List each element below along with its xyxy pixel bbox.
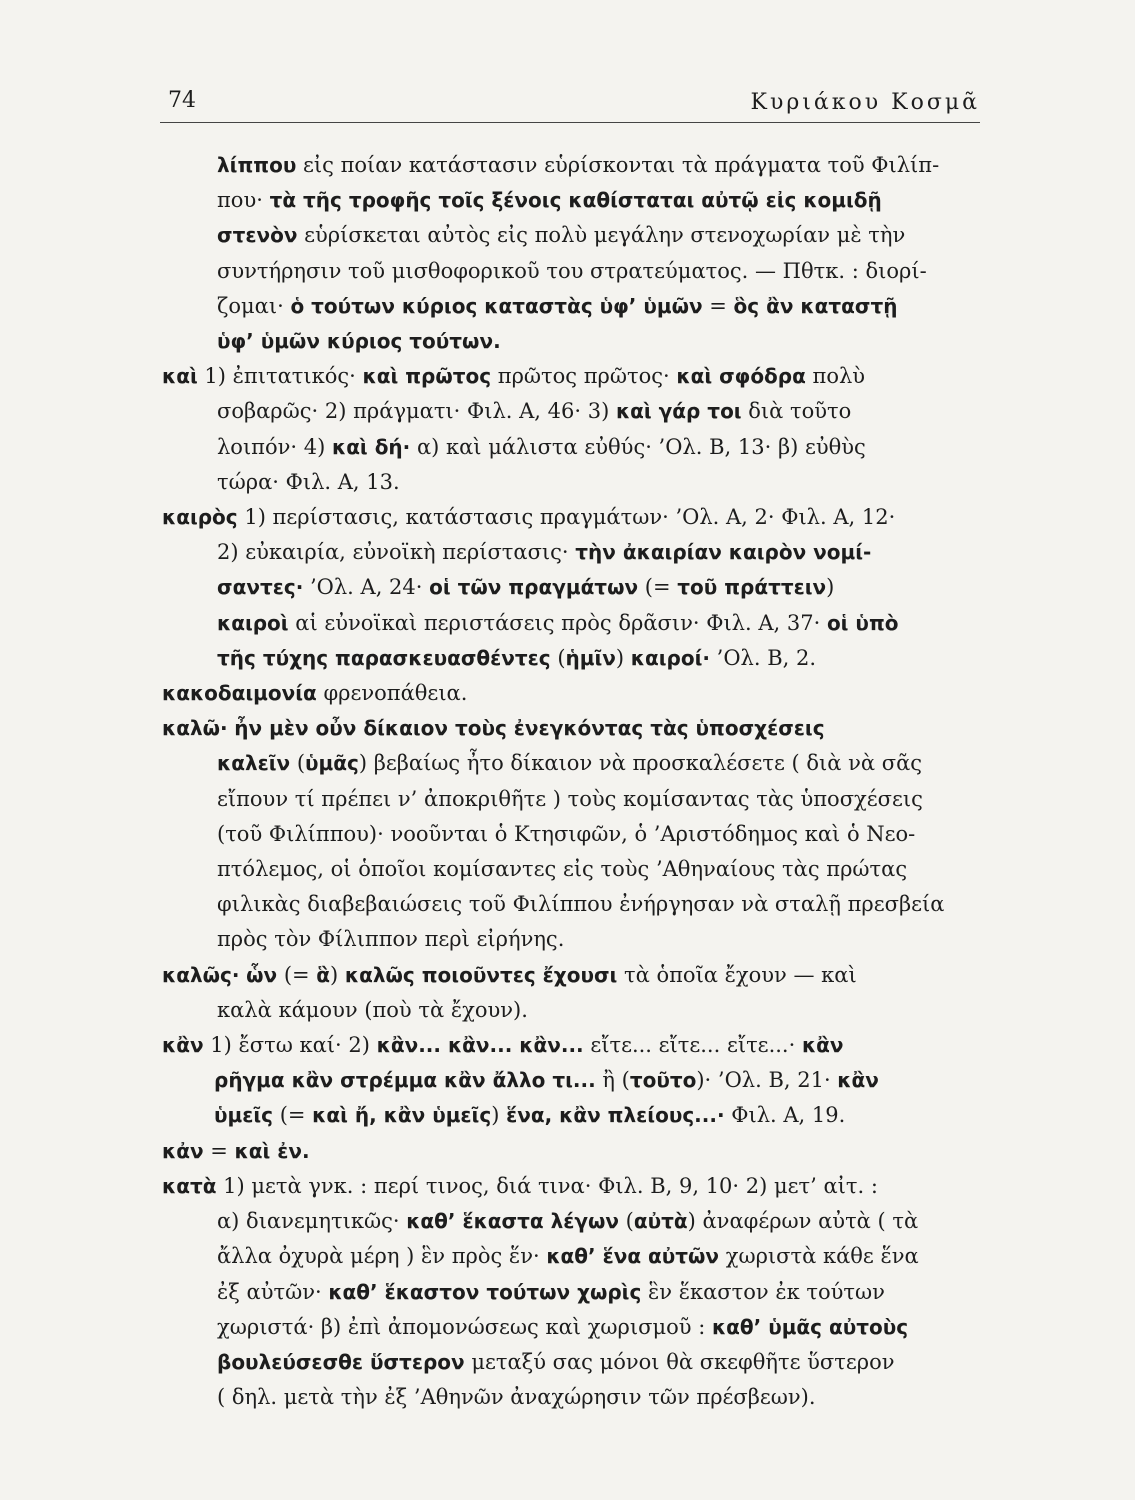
text-segment: ) [491, 1103, 507, 1128]
text-segment: = [203, 1138, 235, 1163]
text-line [162, 852, 980, 887]
bold-segment: ἃ [316, 962, 331, 987]
bold-segment: κἂν [162, 1033, 204, 1058]
text-line [162, 1028, 980, 1063]
bold-segment: καλῶ· [162, 716, 228, 741]
bold-segment: κατὰ [162, 1173, 217, 1198]
text-segment: ἐξ αὐτῶν· [217, 1279, 329, 1304]
text-line [162, 1098, 980, 1133]
text-segment: (τοῦ Φιλίππου)· νοοῦνται ὁ Κτησιφῶν, ὁ ’Αριστόδημος καὶ ὁ Νεο- [217, 821, 916, 846]
dictionary-entry-cont [162, 148, 980, 359]
text-line [162, 1345, 980, 1380]
text-segment: 1) περίστασις, κατάστασις πραγμάτων· ’Ολ. Α, 2· Φιλ. Α, 12· [237, 505, 896, 530]
text-segment: εἴπουν τί πρέπει ν’ ἀποκριθῆτε ) τοὺς κομίσαντας τὰς ὑποσχέσεις [217, 786, 923, 811]
text-segment: )· ’Ολ. Β, 21· [696, 1068, 838, 1093]
text-line [162, 1239, 980, 1274]
text-segment: τώρα· Φιλ. Α, 13. [217, 469, 400, 494]
text-line [162, 993, 980, 1028]
text-segment: (= [273, 1103, 313, 1128]
page-number: 74 [168, 88, 196, 113]
text-segment: 1) ἔστω καί· 2) [203, 1033, 377, 1058]
text-segment: α) καὶ μάλιστα εὐθύς· ’Ολ. Β, 13· β) εὐθὺς [410, 434, 866, 459]
bold-segment: καὶ ἤ, κἂν ὑμεῖς [312, 1103, 492, 1128]
dictionary-body [162, 148, 980, 1415]
text-line [162, 606, 980, 641]
text-segment: εὑρίσκεται αὐτὸς εἰς πολὺ μεγάλην στενοχωρίαν μὲ τὴν [297, 223, 906, 248]
bold-segment: ὑμᾶς [305, 751, 359, 776]
bold-segment: καὶ σφόδρα [676, 364, 806, 389]
text-segment: εἴτε... εἴτε... εἴτε...· [583, 1033, 802, 1058]
bold-segment: σαντες· [217, 575, 304, 600]
bold-segment: καὶ δή· [331, 434, 411, 459]
text-segment: ἓν ἕκαστον ἐκ τούτων [641, 1279, 885, 1304]
bold-segment: τὴν ἀκαιρίαν καιρὸν νομί- [575, 540, 872, 565]
text-segment: ( δηλ. μετὰ τὴν ἐξ ’Αθηνῶν ἀναχώρησιν τῶν πρέσβεων). [217, 1385, 816, 1410]
text-segment: σοβαρῶς· 2) πράγματι· Φιλ. Α, 46· 3) [217, 399, 616, 424]
text-line [162, 922, 980, 957]
text-line [162, 676, 980, 711]
text-line [162, 359, 980, 394]
bold-segment: ὑφ’ ὑμῶν κύριος τούτων. [217, 329, 501, 354]
text-line [162, 1275, 980, 1310]
text-segment: φιλικὰς διαβεβαιώσεις τοῦ Φιλίππου ἐνήργησαν νὰ σταλῇ πρεσβεία [217, 892, 945, 917]
bold-segment: τῆς τύχης παρασκευασθέντες [217, 645, 551, 670]
text-segment: εἰς ποίαν κατάστασιν εὑρίσκονται τὰ πράγματα τοῦ Φιλίπ- [296, 153, 940, 177]
text-segment: = [702, 293, 734, 318]
dictionary-entry-kalo [162, 711, 980, 957]
bold-segment: αὐτὰ [633, 1209, 688, 1234]
text-segment: ’Ολ. Β, 2. [709, 645, 817, 670]
text-segment: 2) εὐκαιρία, εὐνοϊκὴ περίστασις· [217, 540, 576, 565]
bold-segment: οἱ ὑπὸ [826, 610, 899, 635]
text-segment: ζομαι· [217, 293, 291, 318]
bold-segment: κἂν... κἂν... κἂν... [376, 1033, 584, 1058]
text-segment: συντήρησιν τοῦ μισθοφορικοῦ του στρατεύματος. — Πθτκ. : διορί- [217, 258, 927, 283]
bold-segment: τὰ τῆς τροφῆς τοῖς ξένοις καθίσταται αὐτῷ εἰς κομιδῇ [269, 188, 882, 213]
dictionary-entry-kairos [162, 500, 980, 676]
bold-segment: ἡμῖν [565, 645, 616, 670]
bold-segment: λίππου [217, 153, 297, 177]
bold-segment: ἕνα, κἂν πλείους...· [506, 1103, 725, 1128]
text-segment: ) [615, 645, 631, 670]
text-segment: ( [290, 751, 306, 776]
text-segment: πρὸς τὸν Φίλιππον περὶ εἰρήνης. [217, 927, 565, 952]
text-segment: (= [638, 575, 678, 600]
text-line [162, 782, 980, 817]
bold-segment: ὧν [246, 962, 278, 987]
bold-segment: καλεῖν [217, 751, 291, 776]
bold-segment: καιροὶ [217, 610, 289, 635]
bold-segment: βουλεύσεσθε ὕστερον [217, 1349, 465, 1374]
text-segment: αἱ εὐνοϊκαὶ περιστάσεις πρὸς δρᾶσιν· Φιλ. Α, 37· [288, 610, 827, 635]
text-line [162, 711, 980, 746]
text-line [162, 1204, 980, 1239]
bold-segment: καὶ γάρ τοι [615, 399, 742, 424]
dictionary-entry-kakodaimonia [162, 676, 980, 711]
text-segment: λοιπόν· 4) [217, 434, 332, 459]
text-segment: 1) ἐπιτατικός· [197, 364, 363, 389]
text-line [162, 1169, 980, 1204]
bold-segment: ὑμεῖς [214, 1103, 274, 1128]
text-segment: χωριστὰ κάθε ἕνα [719, 1244, 919, 1269]
text-segment: ἄλλα ὀχυρὰ μέρη ) ἓν πρὸς ἕν· [217, 1244, 547, 1269]
bold-segment: καλῶς ποιοῦντες ἔχουσι [344, 962, 618, 987]
bold-segment: τοῦ πράττειν [677, 575, 827, 600]
bold-segment: καλῶς· [162, 962, 240, 987]
bold-segment: ρῆγμα κἂν στρέμμα κἂν ἄλλο τι... [214, 1068, 596, 1093]
text-segment: τὰ ὁποῖα ἔχουν — καὶ [617, 962, 857, 987]
text-line [162, 289, 980, 324]
bold-segment: καὶ ἐν. [234, 1138, 310, 1163]
text-line [162, 148, 980, 183]
bold-segment: κἀν [162, 1138, 204, 1163]
bold-segment: καιρὸς [162, 505, 238, 530]
bold-segment: καθ’ ὑμᾶς αὐτοὺς [711, 1314, 909, 1339]
bold-segment: στενὸν [217, 223, 298, 248]
text-segment: 1) μετὰ γνκ. : περί τινος, διά τινα· Φιλ. Β, 9, 10· 2) μετ’ αἰτ. : [216, 1173, 878, 1198]
text-line [162, 465, 980, 500]
bold-segment: οἱ τῶν πραγμάτων [429, 575, 639, 600]
text-line [162, 817, 980, 852]
text-segment: ) [826, 575, 835, 600]
text-line [162, 218, 980, 253]
text-segment: ) ἀναφέρων αὐτὰ ( τὰ [687, 1209, 919, 1234]
text-segment: Φιλ. Α, 19. [724, 1103, 846, 1128]
bold-segment: κἂν [801, 1033, 844, 1058]
bold-segment: ὃς ἂν καταστῇ [733, 293, 898, 318]
text-line [162, 254, 980, 289]
text-line [162, 746, 980, 781]
text-segment: πρῶτος πρῶτος· [491, 364, 677, 389]
text-line [162, 183, 980, 218]
page-header [160, 88, 980, 123]
bold-segment: τοῦτο [629, 1068, 697, 1093]
running-title: Κυριάκου Κοσμᾶ [750, 90, 980, 115]
dictionary-entry-kan2 [162, 1134, 980, 1169]
text-segment: που· [217, 188, 270, 213]
text-line [162, 1134, 980, 1169]
text-line [162, 958, 980, 993]
bold-segment: καὶ [162, 364, 198, 389]
text-segment: ( [619, 1209, 634, 1234]
bold-segment: ὁ τούτων κύριος καταστὰς ὑφ’ ὑμῶν [290, 293, 703, 318]
text-segment: ) [330, 962, 345, 987]
text-line [162, 1380, 980, 1415]
text-segment: μεταξύ σας μόνοι θὰ σκεφθῆτε ὕστερον [464, 1349, 895, 1374]
bold-segment: καθ’ ἕνα αὐτῶν [546, 1244, 720, 1269]
text-segment: χωριστά· β) ἐπὶ ἀπομονώσεως καὶ χωρισμοῦ : [217, 1314, 712, 1339]
text-segment: ( [550, 645, 566, 670]
text-segment: πολὺ [805, 364, 866, 389]
bold-segment: κακοδαιμονία [162, 681, 317, 706]
bold-segment: ἦν μὲν οὖν δίκαιον τοὺς ἐνεγκόντας τὰς ὑποσχέσεις [234, 716, 825, 741]
text-line [162, 641, 980, 676]
text-segment: καλὰ κάμουν (ποὺ τὰ ἔχουν). [217, 997, 528, 1022]
bold-segment: καθ’ ἕκαστα λέγων [406, 1209, 619, 1234]
text-line [162, 500, 980, 535]
text-line [162, 570, 980, 605]
text-segment: ) βεβαίως ἦτο δίκαιον νὰ προσκαλέσετε ( διὰ νὰ σᾶς [358, 751, 923, 776]
bold-segment: καιροί· [630, 645, 710, 670]
text-segment: πτόλεμος, οἱ ὁποῖοι κομίσαντες εἰς τοὺς ’Αθηναίους τὰς πρώτας [217, 857, 908, 882]
dictionary-entry-kata [162, 1169, 980, 1415]
text-line [162, 887, 980, 922]
bold-segment: καθ’ ἕκαστον τούτων χωρὶς [328, 1279, 642, 1304]
text-line [162, 394, 980, 429]
text-line [162, 1310, 980, 1345]
text-line [162, 324, 980, 359]
bold-segment: καὶ πρῶτος [362, 364, 492, 389]
dictionary-entry-kai [162, 359, 980, 500]
text-segment: διὰ τοῦτο [741, 399, 852, 424]
text-segment: ’Ολ. Α, 24· [303, 575, 430, 600]
dictionary-entry-kan [162, 1028, 980, 1134]
text-segment: ἢ ( [595, 1068, 630, 1093]
bold-segment: κἂν [837, 1068, 879, 1093]
text-line [162, 1063, 980, 1098]
text-line [162, 430, 980, 465]
text-segment: α) διανεμητικῶς· [217, 1209, 407, 1234]
text-segment: φρενοπάθεια. [316, 681, 468, 706]
text-line [162, 535, 980, 570]
text-segment: (= [277, 962, 317, 987]
dictionary-entry-kalos [162, 958, 980, 1028]
